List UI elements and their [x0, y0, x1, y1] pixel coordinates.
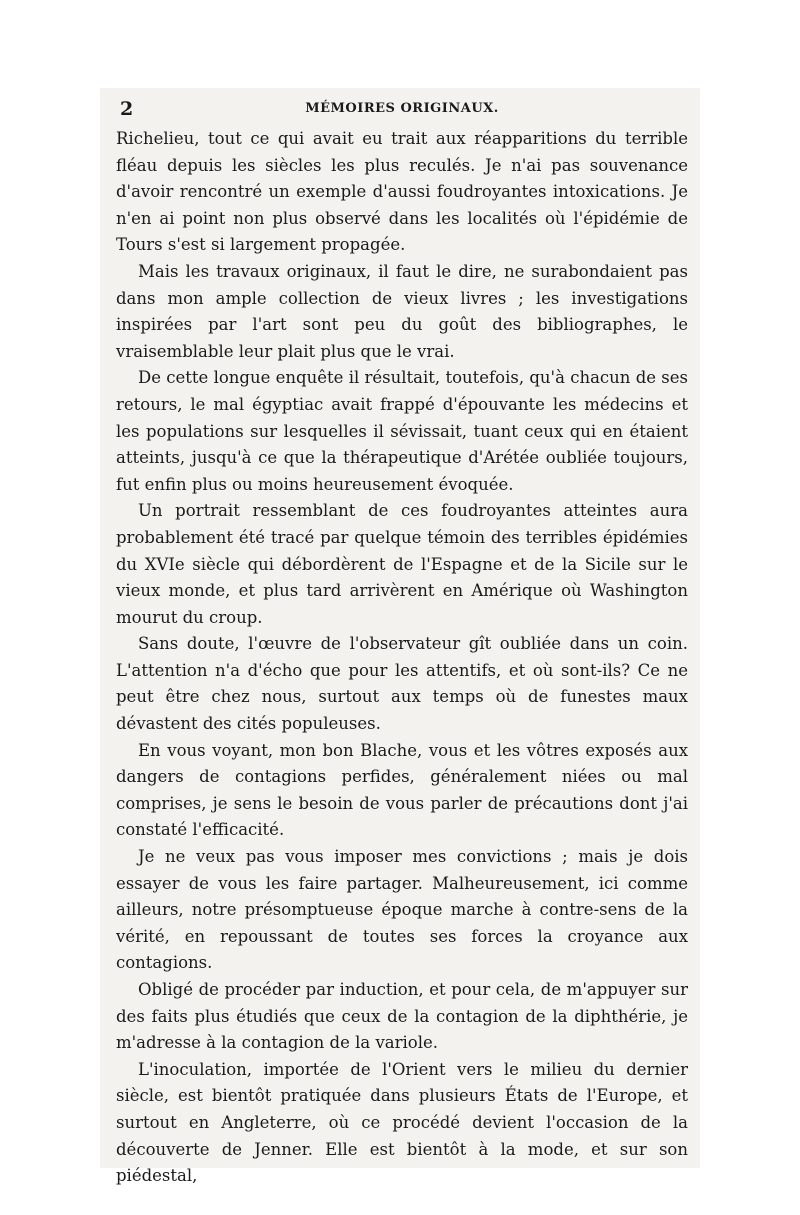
page-header	[116, 98, 688, 124]
paragraph-6: En vous voyant, mon bon Blache, vous et les vôtres exposés aux dangers de contagions perfides, généralement niées ou mal comprises, je sens le besoin de vous parler de précautions dont j'ai constaté l'efficacité.	[116, 740, 688, 840]
paragraph-1: Richelieu, tout ce qui avait eu trait aux réapparitions du terrible fléau depuis les siècles les plus reculés. Je n'ai pas souvenance d'avoir rencontré un exemple d'aussi foudroyantes intoxications. Je n'en ai point non plus observé dans les localités où l'épidémie de Tours s'est si largement propagée.	[116, 129, 688, 255]
book-page	[100, 88, 700, 1186]
paragraph-7: Je ne veux pas vous imposer mes convictions ; mais je dois essayer de vous les faire partager. Malheureusement, ici comme ailleurs, notre présomptueuse époque marche à contre-sens de la vérité, en repoussant de toutes ses forces la croyance aux contagions.	[116, 847, 688, 973]
paragraph-2: Mais les travaux originaux, il faut le dire, ne surabondaient pas dans mon ample collection de vieux livres ; les investigations inspirées par l'art sont peu du goût des bibliographes, le vraisemblable leur plait plus que le vrai.	[116, 261, 688, 361]
paragraph-8: Obligé de procéder par induction, et pour cela, de m'appuyer sur des faits plus étudiés que ceux de la contagion de la diphthérie, je m'adresse à la contagion de la variole.	[116, 980, 688, 1053]
body-text	[116, 126, 688, 1190]
running-title: MÉMOIRES ORIGINAUX.	[305, 101, 499, 116]
paragraph-4: Un portrait ressemblant de ces foudroyantes atteintes aura probablement été tracé par quelque témoin des terribles épidémies du XVIe siècle qui débordèrent de l'Espagne et de la Sicile sur le vieux monde, et plus tard arrivèrent en Amérique où Washington mourut du croup.	[116, 501, 688, 627]
paragraph-9: L'inoculation, importée de l'Orient vers le milieu du dernier siècle, est bientôt pratiquée dans plusieurs États de l'Europe, et surtout en Angleterre, où ce procédé devient l'occasion de la découverte de Jenner. Elle est bientôt à la mode, et sur son piédestal,	[116, 1059, 688, 1186]
paragraph-3: De cette longue enquête il résultait, toutefois, qu'à chacun de ses retours, le mal égyptiac avait frappé d'épouvante les médecins et les populations sur lesquelles il sévissait, tuant ceux qui en étaient atteints, jusqu'à ce que la thérapeutique d'Arétée oubliée toujours, fut enfin plus ou moins heureusement évoquée.	[116, 368, 688, 494]
page-number: 2	[120, 98, 134, 120]
paragraph-5: Sans doute, l'œuvre de l'observateur gît oubliée dans un coin. L'attention n'a d'écho que pour les attentifs, et où sont-ils? Ce ne peut être chez nous, surtout aux temps où de funestes maux dévastent des cités populeuses.	[116, 634, 688, 734]
